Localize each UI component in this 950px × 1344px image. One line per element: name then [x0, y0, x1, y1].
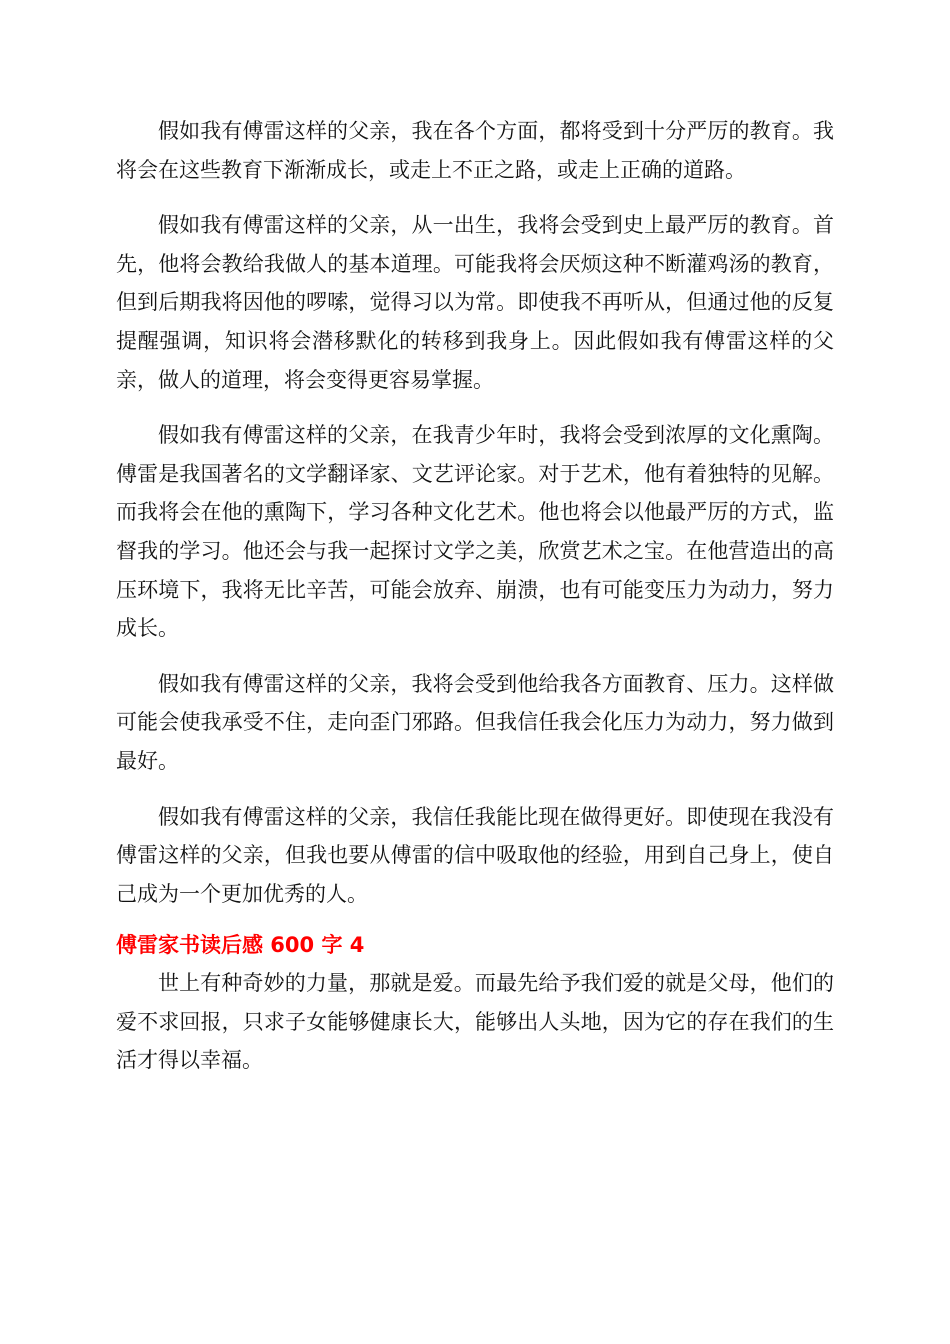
body-paragraph: 假如我有傅雷这样的父亲，我在各个方面，都将受到十分严厉的教育。我将会在这些教育下渐渐成长，或走上不正之路，或走上正确的道路。	[116, 119, 834, 182]
body-paragraph: 假如我有傅雷这样的父亲，我信任我能比现在做得更好。即使现在我没有傅雷这样的父亲，但我也要从傅雷的信中吸取他的经验，用到自己身上，使自己成为一个更加优秀的人。	[116, 804, 834, 906]
section-paragraph: 世上有种奇妙的力量，那就是爱。而最先给予我们爱的就是父母，他们的爱不求回报，只求子女能够健康长大，能够出人头地，因为它的存在我们的生活才得以幸福。	[116, 971, 834, 1073]
body-paragraph: 假如我有傅雷这样的父亲，在我青少年时，我将会受到浓厚的文化熏陶。傅雷是我国著名的文学翻译家、文艺评论家。对于艺术，他有着独特的见解。而我将会在他的熏陶下，学习各种文化艺术。他也将会以他最严厉的方式，监督我的学习。他还会与我一起探讨文学之美，欣赏艺术之宝。在他营造出的高压环境下，我将无比辛苦，可能会放弃、崩溃，也有可能变压力为动力，努力成长。	[116, 423, 834, 641]
body-paragraph: 假如我有傅雷这样的父亲，从一出生，我将会受到史上最严厉的教育。首先，他将会教给我做人的基本道理。可能我将会厌烦这种不断灌鸡汤的教育，但到后期我将因他的啰嗦，觉得习以为常。即使我不再听从，但通过他的反复提醒强调，知识将会潜移默化的转移到我身上。因此假如我有傅雷这样的父亲，做人的道理，将会变得更容易掌握。	[116, 213, 834, 392]
section-heading: 傅雷家书读后感 600 字 4	[116, 933, 365, 958]
body-paragraph: 假如我有傅雷这样的父亲，我将会受到他给我各方面教育、压力。这样做可能会使我承受不住，走向歪门邪路。但我信任我会化压力为动力，努力做到最好。	[116, 671, 834, 773]
document-page	[116, 112, 834, 1097]
